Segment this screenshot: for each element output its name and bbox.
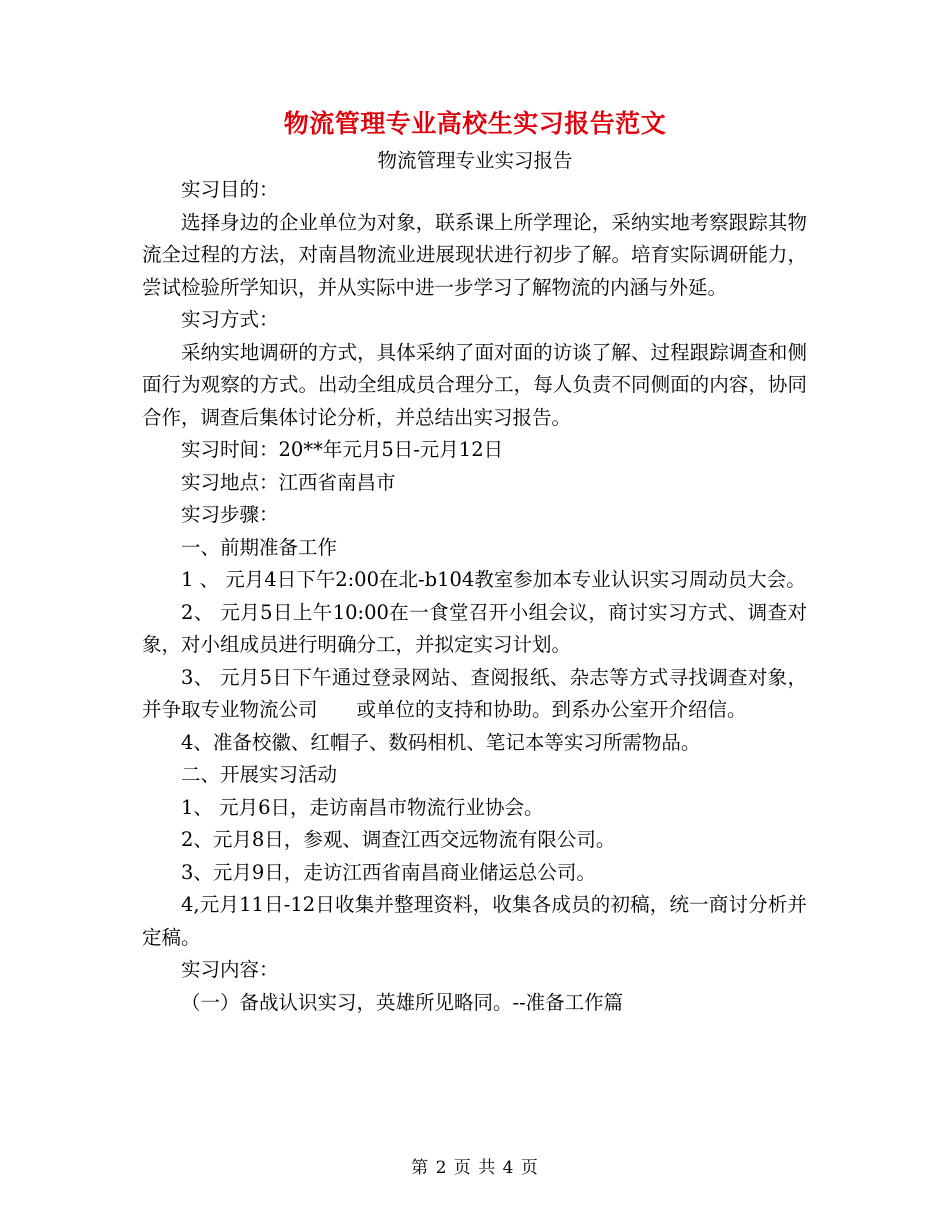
paragraph: 实习内容： [181, 958, 279, 981]
document-subtitle: 物流管理专业实习报告 [377, 149, 573, 172]
document-body [142, 174, 807, 1019]
paragraph: 实习时间：20**年元月5日-元月12日 [181, 438, 504, 461]
paragraph: 1、 元月6日，走访南昌市物流行业协会。 [181, 795, 544, 819]
paragraph: 2、 元月5日上午10:00在一食堂召开小组会议，商讨实习方式、调查对象，对小组成员进行明确分工，并拟定实习计划。 [142, 600, 807, 656]
paragraph: 采纳实地调研的方式，具体采纳了面对面的访谈了解、过程跟踪调查和侧面行为观察的方式。出动全组成员合理分工，每人负责不同侧面的内容，协同合作，调查后集体讨论分析，并总结出实习报告。 [142, 340, 807, 429]
paragraph: 实习地点：江西省南昌市 [181, 470, 396, 494]
paragraph: 2、元月8日，参观、调查江西交远物流有限公司。 [181, 828, 616, 851]
paragraph: 实习步骤： [181, 503, 279, 526]
paragraph: 二、开展实习活动 [181, 763, 338, 786]
paragraph: 3、元月9日，走访江西省南昌商业储运总公司。 [181, 860, 596, 884]
document-title: 物流管理专业高校生实习报告范文 [283, 109, 667, 138]
paragraph: 1 、 元月4日下午2:00在北-b104教室参加本专业认识实习周动员大会。 [181, 568, 806, 591]
paragraph: 实习目的： [181, 178, 279, 201]
paragraph: 4,元月11日-12日收集并整理资料，收集各成员的初稿，统一商讨分析并定稿。 [142, 893, 807, 949]
paragraph: 3、 元月5日下午通过登录网站、查阅报纸、杂志等方式寻找调查对象，并争取专业物流公司 或单位的支持和协助。到系办公室开介绍信。 [142, 665, 807, 721]
paragraph: 一、前期准备工作 [181, 535, 338, 559]
paragraph: 实习方式： [181, 308, 279, 331]
paragraph: （一）备战认识实习，英雄所见略同。--准备工作篇 [181, 990, 624, 1014]
paragraph: 选择身边的企业单位为对象，联系课上所学理论，采纳实地考察跟踪其物流全过程的方法，对南昌物流业进展现状进行初步了解。培育实际调研能力，尝试检验所学知识，并从实际中进一步学习了解物流的内涵与外延。 [142, 210, 807, 299]
page-footer: 第 2 页 共 4 页 [411, 1158, 539, 1178]
paragraph: 4、准备校徽、红帽子、数码相机、笔记本等实习所需物品。 [181, 730, 701, 754]
